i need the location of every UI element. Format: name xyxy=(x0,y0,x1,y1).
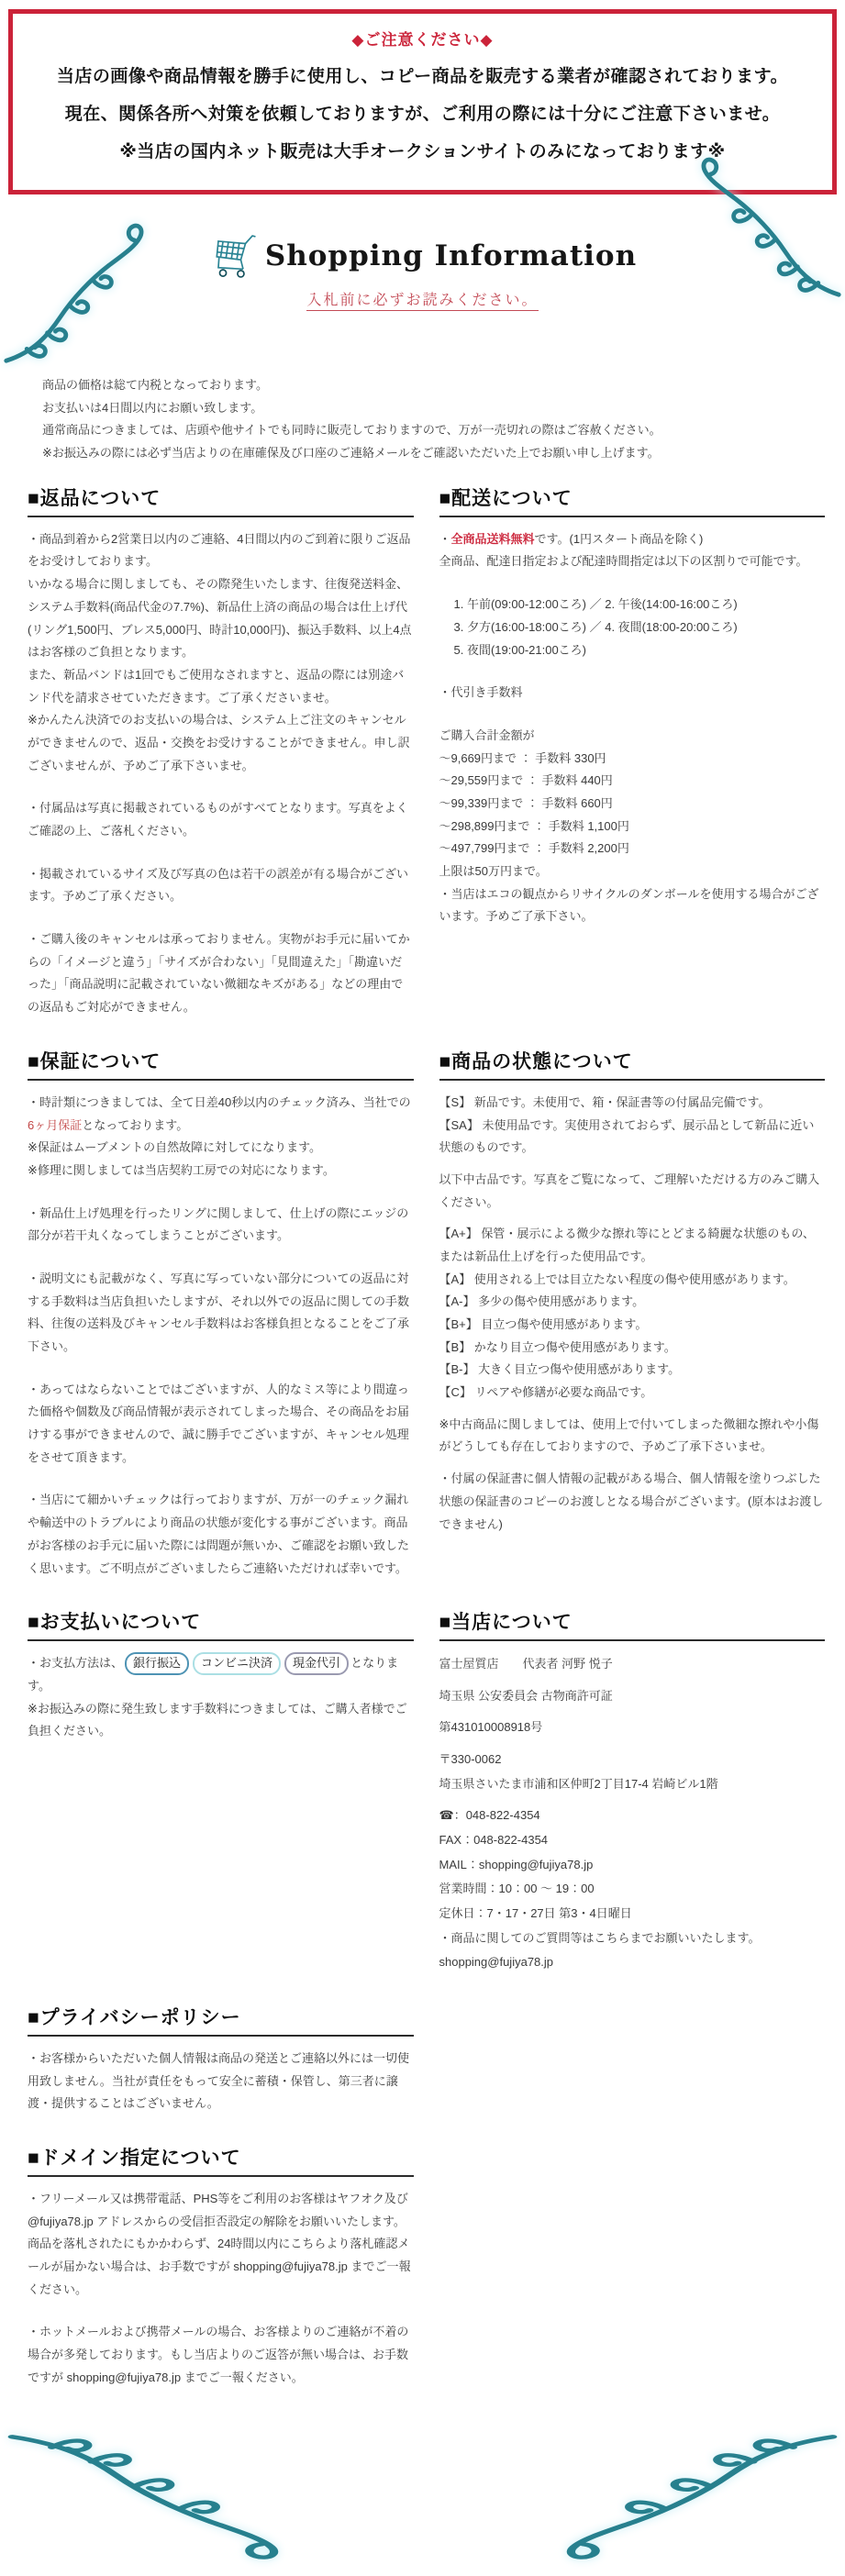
section-store xyxy=(439,1607,826,1975)
condition-grade: 【A】 使用される上では目立たない程度の傷や使用感があります。 xyxy=(439,1271,795,1286)
page-title: Shopping Information xyxy=(264,239,638,272)
section-heading-store: ■当店について xyxy=(439,1607,826,1641)
store-holidays: 定休日：7・17・27日 第3・4日曜日 xyxy=(439,1905,632,1920)
section-heading-payment: ■お支払いについて xyxy=(28,1607,414,1641)
flourish-ornament-bottom-right-icon xyxy=(557,2433,841,2570)
flourish-ornament-top-left-icon xyxy=(2,209,149,367)
cod-fee-row: ～298,899円まで ： 手数料 1,100円 xyxy=(439,818,629,833)
cod-fee-limit: 上限は50万円まで。 xyxy=(439,864,548,878)
returns-paragraph: また、新品バンドは1回でもご使用なされますと、返品の際には別途バンド代を請求させていただきます。ご了承くださいませ。 xyxy=(28,667,405,705)
section-domain xyxy=(28,2143,414,2390)
condition-grade: 【B-】 大きく目立つ傷や使用感があります。 xyxy=(439,1362,681,1377)
condition-grade: 【A-】 多少の傷や使用感があります。 xyxy=(439,1294,645,1309)
payment-fee-note: ※お振込みの際に発生致します手数料につきましては、ご購入者様でご負担ください。 xyxy=(28,1701,407,1738)
delivery-slot: 3. 夕方(16:00-18:00ころ) ／ 4. 夜間(18:00-20:00ころ) xyxy=(453,619,738,634)
section-heading-domain: ■ドメイン指定について xyxy=(28,2143,414,2177)
condition-grade: 【A+】 保管・展示による微少な擦れ等にとどまる綺麗な状態のもの、または新品仕上げを行った使用品です。 xyxy=(439,1227,815,1263)
section-privacy xyxy=(28,2003,414,2115)
warranty-p1-prefix: ・時計類につきましては、全て日差40秒以内のチェック済み、当社での xyxy=(28,1094,411,1109)
intro-transfer-warning: ※お振込みの際には必ず当店よりの在庫確保及び口座のご連絡メールをご確認いただいた上でお願い申し上げます。 xyxy=(42,446,660,461)
section-shipping xyxy=(439,483,826,928)
condition-grade: 【SA】 未使用品です。実使用されておらず、展示品として新品に近い状態のものです。 xyxy=(439,1117,815,1155)
returns-paragraph: ・付属品は写真に掲載されているものがすべてとなります。写真をよくご確認の上、ご落札ください。 xyxy=(28,801,408,838)
returns-paragraph: ・ご購入後のキャンセルは承っておりません。実物がお手元に届いてからの「イメージと違う」「サイズが合わない」「見間違えた」「勘違いだった」「商品説明に記載されていない微細なキズがある」などの理由での返品もご対応ができません。 xyxy=(28,932,410,1015)
intro-line: 商品の価格は総て内税となっております。 xyxy=(42,378,268,392)
store-postal-code: 〒330-0062 xyxy=(439,1752,502,1767)
section-heading-shipping: ■配送について xyxy=(439,483,826,517)
section-heading-warranty: ■保証について xyxy=(28,1047,414,1081)
footer-ornaments xyxy=(0,2422,845,2576)
returns-paragraph: いかなる場合に関しましても、その際発生いたします、往復発送料金、システム手数料(商品代金の7.7%)、新品仕上済の商品の場合は仕上げ代(リング1,500円、ブレス5,000円、時計10,000円)、振込手数料、以上4点はお客様のご負担となります。 xyxy=(28,577,412,660)
section-heading-returns: ■返品について xyxy=(28,483,414,517)
condition-used-warning: 以下中古品です。写真をご覧になって、ご理解いただける方のみご購入ください。 xyxy=(439,1171,820,1209)
cod-fee-row: ～497,799円まで ： 手数料 2,200円 xyxy=(439,841,629,856)
returns-paragraph: ・掲載されているサイズ及び写真の色は若干の誤差が有る場合がございます。予めご了承ください。 xyxy=(28,866,408,904)
read-before-bidding-link[interactable]: 入札前に必ずお読みください。 xyxy=(306,288,538,311)
warranty-paragraph: ・説明文にも記載がなく、写真に写っていない部分についての返品に対する手数料は当店負担いたしますが、それ以外での返品に関しての手数料、往復の送料及びキャンセル手数料はお客様負担となることをご了承下さい。 xyxy=(28,1271,410,1353)
intro-line: 通常商品につきましては、店頭や他サイトでも同時に販売しておりますので、万が一売切れの際はご容赦ください。 xyxy=(42,423,662,438)
warranty-paragraph: ※保証はムーブメントの自然故障に対してになります。 xyxy=(28,1140,322,1155)
returns-paragraph: ・商品到着から2営業日以内のご連絡、4日間以内のご到着に限りご返品をお受けしております。 xyxy=(28,531,411,569)
domain-paragraph: ・ホットメールおよび携帯メールの場合、お客様よりのご連絡が不着の場合が多発しております。もし当店よりのご返答が無い場合は、お手数ですが shopping@fujiya78.jp までご一報ください。 xyxy=(28,2325,409,2384)
payment-suffix: となります。 xyxy=(28,1656,399,1693)
intro-line: お支払いは4日間以内にお願い致します。 xyxy=(42,400,263,415)
cod-fee-intro: ご購入合計金額が xyxy=(439,727,535,742)
warranty-paragraph: ・あってはならないことではございますが、人的なミス等により間違った価格や個数及び商品情報が表示されてしまった場合、その商品をお届けする事ができませんので、誠に勝手でございますが、キャンセル処理をさせて頂きます。 xyxy=(28,1382,410,1464)
warranty-paragraph: ・新品仕上げ処理を行ったリングに関しまして、仕上げの際にエッジの部分が若干丸くなってしまうことがございます。 xyxy=(28,1205,409,1243)
condition-grade: 【S】 新品です。未使用で、箱・保証書等の付属品完備です。 xyxy=(439,1094,771,1109)
store-mail: MAIL：shopping@fujiya78.jp xyxy=(439,1857,594,1871)
store-license-line: 埼玉県 公安委員会 古物商許可証 xyxy=(439,1688,613,1703)
condition-wear-warning: ※中古商品に関しましては、使用上で付いてしまった微細な擦れや小傷がどうしても存在しておりますので、予めご了承下さいませ。 xyxy=(439,1416,819,1454)
shipping-paragraph: 全商品、配達日指定および配達時間指定は以下の区割りで可能です。 xyxy=(439,554,808,569)
store-license-number: 第431010008918号 xyxy=(439,1720,543,1735)
domain-paragraph: ・フリーメール又は携帯電話、PHS等をご利用のお客様はヤフオク及び @fujiya78.jp アドレスからの受信拒否設定の解除をお願いいたします。商品を落札されたにもかかわらず、24時間以内にこちらより落札確認メールが届かない場合は、お手数ですが shopping@fujiya78.jp までご一報ください。 xyxy=(28,2191,411,2296)
payment-methods-line xyxy=(28,1652,414,1697)
page-header xyxy=(0,194,845,358)
condition-grade: 【B+】 目立つ傷や使用感があります。 xyxy=(439,1317,648,1331)
store-name-line: 富士屋質店 代表者 河野 悦子 xyxy=(439,1657,613,1671)
payment-method-bank-badge: 銀行振込 xyxy=(125,1652,189,1675)
delivery-slot: 1. 午前(09:00-12:00ころ) ／ 2. 午後(14:00-16:00ころ) xyxy=(453,597,738,612)
flourish-ornament-bottom-left-icon xyxy=(4,2433,288,2570)
flourish-ornament-top-right-icon xyxy=(696,143,843,301)
info-columns xyxy=(0,469,845,2417)
condition-grade: 【C】 リペアや修繕が必要な商品です。 xyxy=(439,1385,653,1400)
warranty-paragraph xyxy=(28,1092,414,1137)
payment-method-cod-badge: 現金代引 xyxy=(284,1652,349,1675)
warranty-6month-highlight: 6ヶ月保証 xyxy=(28,1117,83,1132)
warning-line: ※当店の国内ネット販売は大手オークションサイトのみになっております※ xyxy=(119,142,726,161)
free-shipping-bullet: ・ xyxy=(439,531,451,546)
section-returns xyxy=(28,483,414,1019)
payment-prefix: ・お支払方法は、 xyxy=(28,1656,124,1671)
shopping-cart-icon xyxy=(208,231,258,281)
section-warranty xyxy=(28,1047,414,1580)
section-heading-privacy: ■プライバシーポリシー xyxy=(28,2003,414,2037)
warning-line: 当店の画像や商品情報を勝手に使用し、コピー商品を販売する業者が確認されております。 xyxy=(56,67,789,86)
section-payment xyxy=(28,1607,414,1743)
warranty-paragraph: ※修理に関しましては当店契約工房での対応になります。 xyxy=(28,1162,335,1177)
section-heading-condition: ■商品の状態について xyxy=(439,1047,826,1081)
warranty-paragraph: ・当店にて細かいチェックは行っておりますが、万が一のチェック漏れや輸送中のトラブルにより商品の状態が変化する事がございます。商品がお客様のお手元に届いた際には問題が無いか、ご確認をお願い致したく思います。ご不明点がございましたらご連絡いただければ幸いです。 xyxy=(28,1493,410,1575)
store-phone: ☎：048-822-4354 xyxy=(439,1808,540,1823)
warning-title: ◆ご注意ください◆ xyxy=(351,31,494,49)
returns-easy-payment-warning: ※かんたん決済でのお支払いの場合は、システム上ご注文のキャンセルができませんので、返品・交換をお受けすることができません。申し訳ございませんが、予めご了承下さいませ。 xyxy=(28,713,410,772)
payment-method-convenience-badge: コンビニ決済 xyxy=(193,1652,281,1675)
warranty-p1-suffix: となっております。 xyxy=(82,1117,189,1132)
store-address: 埼玉県さいたま市浦和区仲町2丁目17-4 岩崎ビル1階 xyxy=(439,1776,718,1791)
section-condition xyxy=(439,1047,826,1536)
store-hours: 営業時間：10：00 ～ 19：00 xyxy=(439,1882,595,1896)
store-fax: FAX：048-822-4354 xyxy=(439,1833,549,1848)
condition-warranty-copy-note: ・付属の保証書に個人情報の記載がある場合、個人情報を塗りつぶした状態の保証書のコピーのお渡しとなる場合がございます。(原本はお渡しできません) xyxy=(439,1471,824,1531)
cod-fee-row: ～99,339円まで ： 手数料 660円 xyxy=(439,795,613,810)
privacy-paragraph: ・お客様からいただいた個人情報は商品の発送とご連絡以外には一切使用致しません。当社が責任をもって安全に蓄積・保管し、第三者に譲渡・提供することはございません。 xyxy=(28,2050,410,2111)
intro-notes xyxy=(0,358,845,469)
warning-line: 現在、関係各所へ対策を依頼しておりますが、ご利用の際には十分にご注意下さいませ。 xyxy=(64,105,781,124)
store-question-contact: ・商品に関してのご質問等はこちらまでお願いいたします。shopping@fujiya78.jp xyxy=(439,1930,761,1970)
free-shipping-suffix: です。(1円スタート商品を除く) xyxy=(534,531,704,546)
eco-packaging-note: ・当店はエコの観点からリサイクルのダンボールを使用する場合がございます。予めご了承下さい。 xyxy=(439,886,819,924)
cod-fee-row: ～9,669円まで ： 手数料 330円 xyxy=(439,750,606,765)
free-shipping-line xyxy=(439,528,826,551)
cod-fee-label: ・代引き手数料 xyxy=(439,685,523,700)
free-shipping-highlight: 全商品送料無料 xyxy=(450,531,535,546)
condition-grade: 【B】 かなり目立つ傷や使用感があります。 xyxy=(439,1339,676,1354)
delivery-slot: 5. 夜間(19:00-21:00ころ) xyxy=(453,642,587,657)
cod-fee-row: ～29,559円まで ： 手数料 440円 xyxy=(439,773,613,788)
